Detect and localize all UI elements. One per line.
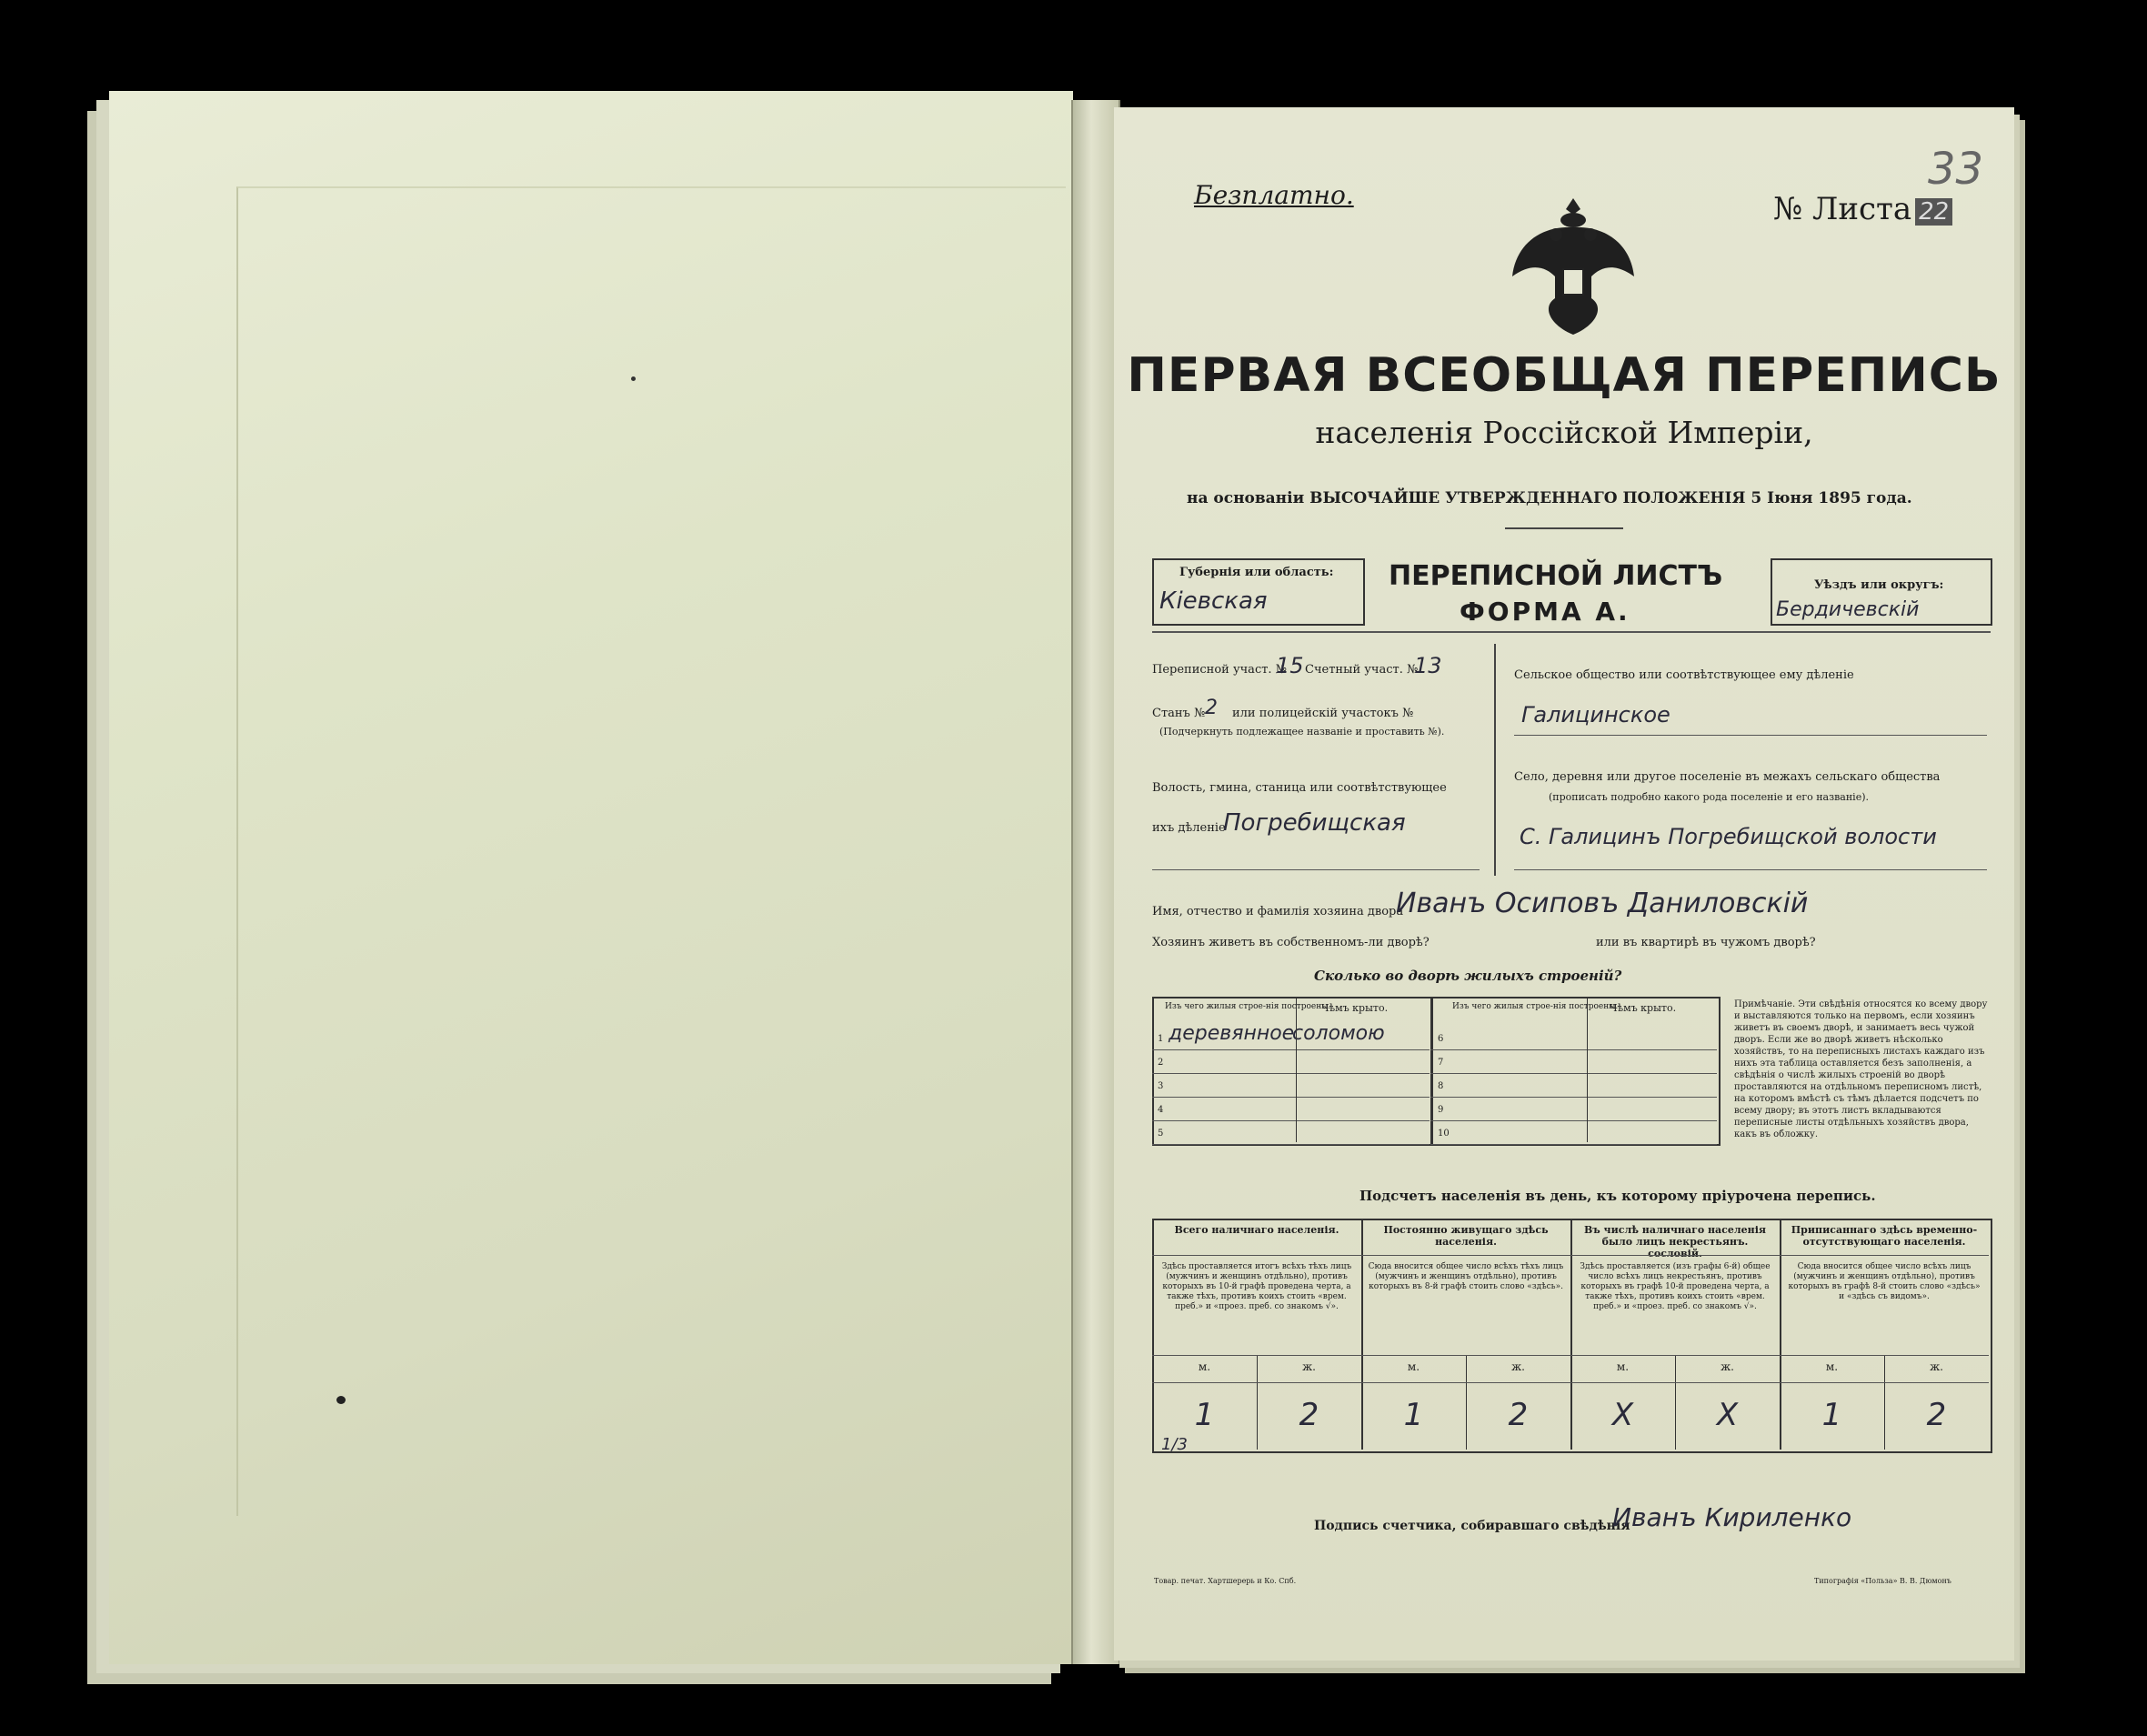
building-row-number: 7	[1438, 1058, 1444, 1068]
volost-value: Погребищская	[1223, 809, 1406, 837]
tally-note: Здѣсь проставляется итогъ всѣхъ тѣхъ лицъ (мужчинъ и женщинъ отдѣльно), противъ которыхъ въ 10-й графѣ проведена черта, а также тѣхъ, противъ коихъ стоить «врем. преб.» и «проез. преб. со знакомъ √».	[1161, 1262, 1352, 1311]
building-row-rule	[1152, 1144, 1430, 1145]
form-title: ПЕРЕПИСНОЙ ЛИСТЪ	[1389, 560, 1723, 592]
tally-note: Здѣсь проставляется (изъ графы 6-й) общее число всѣхъ лицъ некрестьянъ, противъ которыхъ въ графѣ 10-й проведена черта, а также тѣхъ, противъ коихъ стоить «врем. преб.» и «проез. преб. со знакомъ √».	[1580, 1262, 1771, 1311]
tally-value: 2	[1508, 1397, 1529, 1433]
village-label: Село, деревня или другое поселеніе въ межахъ сельскаго общества	[1514, 770, 1941, 784]
imperial-eagle-icon	[1505, 189, 1641, 339]
tally-sex-label: ж.	[1302, 1360, 1316, 1373]
tally-note: Сюда вносится общее число всѣхъ тѣхъ лицъ (мужчинъ и женщинъ отдѣльно), противъ которыхъ въ 8-й графѣ стоить слово «здѣсь».	[1368, 1262, 1564, 1291]
ornament-divider	[1505, 527, 1623, 529]
village-value: С. Галицинъ Погребищской волости	[1520, 824, 1937, 849]
building-col-divider	[1587, 997, 1588, 1142]
tally-sex-label: м.	[1407, 1360, 1420, 1373]
buildings-note: Примѣчаніе. Эти свѣдѣнія относятся ко всему двору и выставляются только на первомъ, если хозяинъ живетъ въ своемъ дворѣ, и занимаетъ весь чужой дворъ. Если же во дворѣ живетъ нѣсколько хозяйствъ, то на переписныхъ листахъ каждаго изъ нихъ эта таблица оставляется безъ заполненія, а свѣдѣнія о числѣ жилыхъ строеній во дворѣ проставляются на отдѣльномъ переписномъ листѣ, на которомъ вмѣстѣ съ тѣмъ дѣлается подсчетъ по всему двору; въ этотъ листъ вкладываются переписные листы отдѣльныхъ хозяйствъ двора, какъ въ обложку.	[1734, 999, 1988, 1139]
tally-header: Всего наличнаго населенія.	[1174, 1224, 1339, 1236]
tally-header: Въ числѣ наличнаго населенія было лицъ некрестьянъ. сословій.	[1583, 1224, 1766, 1259]
building-row-rule	[1152, 1097, 1430, 1098]
building-row-rule	[1430, 1049, 1717, 1050]
owner-label: Имя, отчество и фамилія хозяина двора	[1152, 905, 1404, 918]
count-section-label: Счетный участ. №	[1305, 663, 1419, 677]
printer-right: Типографія «Польза» В. В. Дюмонъ	[1814, 1577, 1951, 1585]
buildings-header-roof: Чѣмъ крыто.	[1321, 1002, 1389, 1014]
building-row-rule	[1152, 1120, 1430, 1121]
district-label: Уѣздъ или округъ:	[1814, 578, 1944, 592]
tally-sex-label: ж.	[1721, 1360, 1734, 1373]
building-row-number: 5	[1158, 1129, 1164, 1139]
book-spine	[1071, 100, 1120, 1664]
tally-value: 1	[1403, 1397, 1424, 1433]
header-rule	[1152, 631, 1991, 633]
pencil-sheet-number: 33	[1928, 144, 1984, 195]
owner-value: Иванъ Осиповъ Даниловскій	[1396, 888, 1809, 919]
building-row-number: 6	[1438, 1034, 1444, 1044]
buildings-table-left	[1152, 997, 1433, 1146]
tally-value: 1	[1821, 1397, 1842, 1433]
building-1-roof: соломою	[1292, 1022, 1385, 1045]
free-label: Безплатно.	[1194, 180, 1354, 210]
printer-left: Товар. печат. Хартшерерь и Ко. Спб.	[1154, 1577, 1297, 1585]
building-row-number: 9	[1438, 1105, 1444, 1115]
census-form-page	[1114, 107, 2014, 1661]
tally-sex-label: ж.	[1511, 1360, 1525, 1373]
signature-value: Иванъ Кириленко	[1612, 1502, 1852, 1532]
society-label: Сельское общество или соотвѣтствующее ему дѣленіе	[1514, 668, 1854, 682]
sheet-number-value: 22	[1915, 198, 1952, 226]
form-name: ФОРМА А.	[1460, 597, 1630, 627]
left-page-frame	[236, 186, 1066, 1516]
buildings-header-material-right: Изъ чего жилыя строе-нія построены.	[1452, 1002, 1619, 1011]
tally-value: X	[1611, 1397, 1634, 1433]
tally-extra-mark: 1/3	[1161, 1435, 1188, 1454]
signature-label: Подпись счетчика, собиравшаго свѣдѣнія	[1314, 1519, 1630, 1533]
building-row-rule	[1430, 1144, 1717, 1145]
building-row-number: 3	[1158, 1081, 1164, 1091]
stan-note: (Подчеркнуть подлежащее названіе и проставить №).	[1159, 726, 1445, 738]
tally-header: Постоянно живущаго здѣсь населенія.	[1383, 1224, 1549, 1248]
village-rule	[1514, 869, 1987, 870]
volost-label: Волость, гмина, станица или соотвѣтствующее	[1152, 781, 1447, 795]
ink-dot	[631, 376, 636, 381]
building-row-rule	[1430, 1120, 1717, 1121]
district-value: Бердичевскій	[1776, 598, 1920, 621]
building-row-number: 4	[1158, 1105, 1164, 1115]
tally-row-rule	[1152, 1255, 1989, 1256]
tally-row-rule	[1152, 1382, 1989, 1383]
building-row-rule	[1152, 1073, 1430, 1074]
province-value: Кіевская	[1159, 587, 1268, 615]
census-section-label: Переписной участ. №	[1152, 663, 1287, 677]
volost-rule	[1152, 869, 1480, 870]
building-row-rule	[1152, 1049, 1430, 1050]
census-subtitle: населенія Россійской Имперіи,	[1315, 415, 1813, 450]
tally-title: Подсчетъ населенія въ день, къ которому пріурочена перепись.	[1359, 1188, 1876, 1204]
tally-value: X	[1716, 1397, 1739, 1433]
province-label: Губернія или область:	[1179, 566, 1334, 579]
owner-lives-label-2: или въ квартирѣ въ чужомъ дворѣ?	[1596, 936, 1816, 949]
buildings-header-material: Изъ чего жилыя строе-нія построены.	[1165, 1002, 1331, 1011]
police-label: или полицейскій участокъ №	[1232, 707, 1414, 720]
tally-row-rule	[1152, 1355, 1989, 1356]
building-row-number: 8	[1438, 1081, 1444, 1091]
tally-note: Сюда вносится общее число всѣхъ лицъ (мужчинъ и женщинъ отдѣльно), противъ которыхъ въ графѣ 8-й стоить слово «здѣсь» и «здѣсь съ видомъ».	[1788, 1262, 1981, 1301]
sheet-number-label	[1773, 191, 1952, 227]
owner-lives-label: Хозяинъ живетъ въ собственномъ-ли дворѣ?	[1152, 936, 1430, 949]
building-row-rule	[1430, 1097, 1717, 1098]
census-title: ПЕРВАЯ ВСЕОБЩАЯ ПЕРЕПИСЬ	[1127, 348, 2002, 403]
tally-value: 1	[1194, 1397, 1215, 1433]
tally-sex-label: м.	[1616, 1360, 1630, 1373]
buildings-question: Сколько во дворѣ жилыхъ строеній?	[1314, 968, 1622, 984]
buildings-header-roof-right: Чѣмъ крыто.	[1610, 1002, 1677, 1014]
stan-value: 2	[1205, 697, 1218, 719]
tally-header: Приписаннаго здѣсь временно-отсутствующаго населенія.	[1791, 1224, 1978, 1248]
society-rule	[1514, 735, 1987, 736]
tally-sex-label: м.	[1198, 1360, 1211, 1373]
building-row-rule	[1430, 1073, 1717, 1074]
building-row-number: 10	[1438, 1129, 1450, 1139]
building-col-divider	[1296, 997, 1297, 1142]
society-value: Галицинское	[1521, 702, 1670, 728]
legal-basis: на основаніи ВЫСОЧАЙШЕ УТВЕРЖДЕННАГО ПОЛОЖЕНІЯ 5 Іюня 1895 года.	[1187, 489, 1912, 507]
tally-value: 2	[1926, 1397, 1947, 1433]
sheet-label: № Листа	[1773, 191, 1912, 227]
ink-dot	[336, 1396, 346, 1404]
tally-sex-label: м.	[1825, 1360, 1839, 1373]
tally-sex-label: ж.	[1930, 1360, 1943, 1373]
column-divider	[1494, 644, 1496, 876]
building-row-number: 2	[1158, 1058, 1164, 1068]
village-note: (прописать подробно какого рода поселеніе и его названіе).	[1549, 791, 1869, 803]
buildings-table-right	[1430, 997, 1721, 1146]
census-section-value: 15	[1276, 653, 1304, 678]
building-row-number: 1	[1158, 1034, 1164, 1044]
volost-label-2: ихъ дѣленіе	[1152, 821, 1226, 835]
stan-label: Станъ №	[1152, 707, 1206, 720]
count-section-value: 13	[1414, 653, 1442, 678]
building-1-material: деревянное	[1169, 1022, 1295, 1045]
tally-value: 2	[1299, 1397, 1319, 1433]
